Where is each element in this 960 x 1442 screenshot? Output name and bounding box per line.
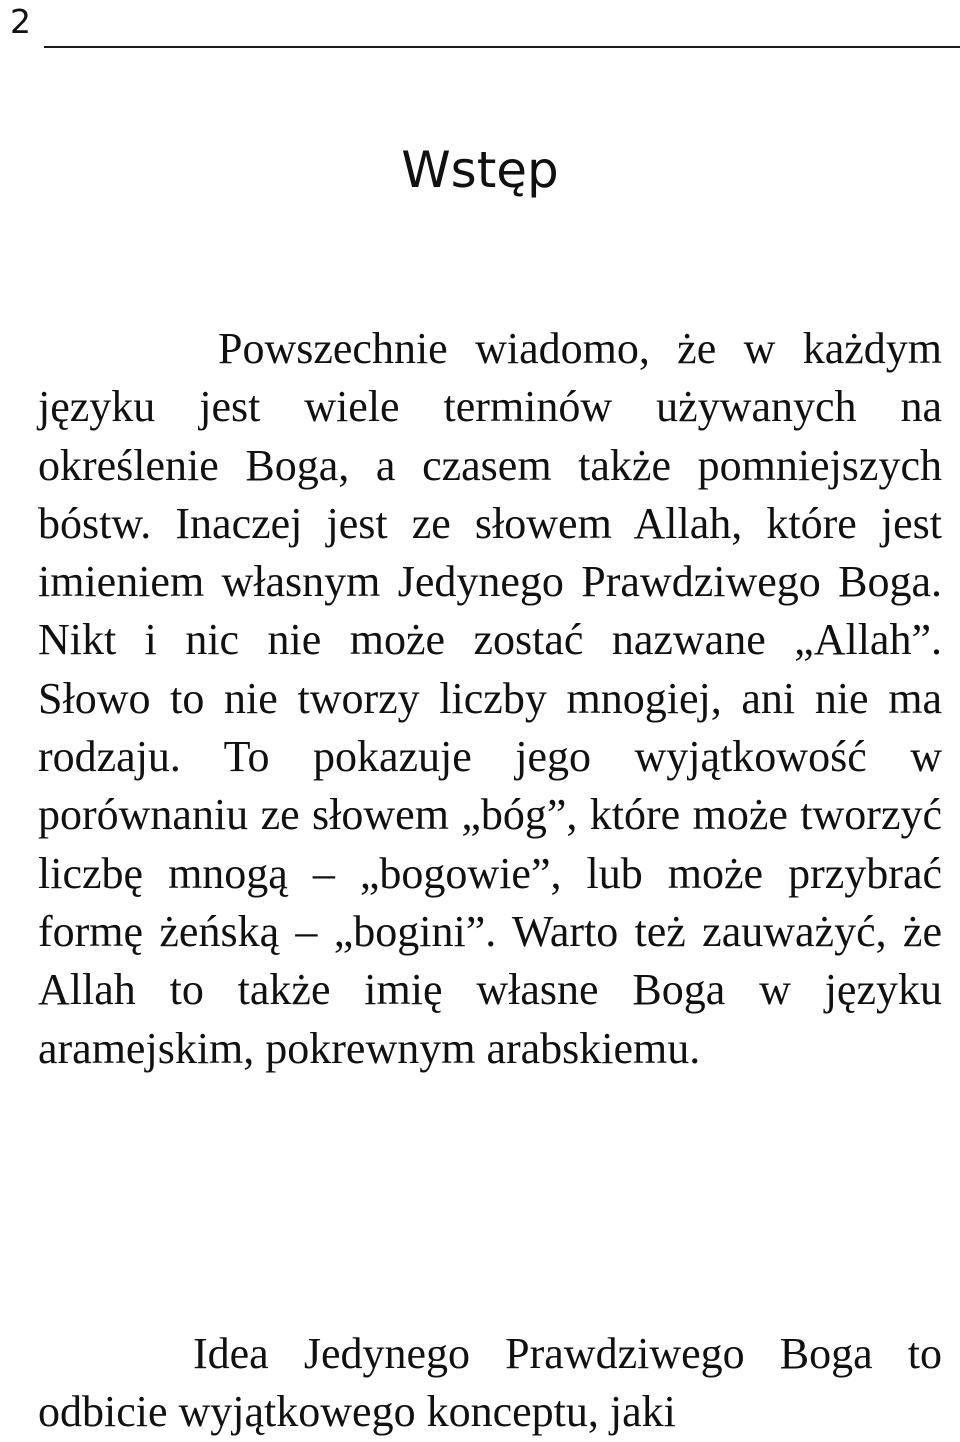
chapter-title: Wstęp xyxy=(401,141,559,199)
header-rule xyxy=(44,46,960,48)
paragraph-idea: Idea Jedynego Prawdziwego Boga to odbicie wyjątkowego konceptu, jaki xyxy=(38,1329,942,1437)
page-header xyxy=(0,0,960,52)
paragraph-intro: Powszechnie wiadomo, że w każdym języku jest wiele terminów używanych na określenie Boga, a czasem także pomniejszych bóstw. Inaczej jest ze słowem Allah, które jest imieniem własnym Jedynego Prawdziwego Boga. Nikt i nic nie może zostać nazwane „Allah”. Słowo to nie tworzy liczby mnogiej, ani nie ma rodzaju. To pokazuje jego wyjątkowość w porównaniu ze słowem „bóg”, które może tworzyć liczbę mnogą – „bogowie”, lub może przybrać formę żeńską – „bogini”. Warto też zauważyć, że Allah to także imię własne Boga w języku aramejskim, pokrewnym arabskiemu. xyxy=(38,324,942,1073)
page-number: 2 xyxy=(10,2,31,41)
